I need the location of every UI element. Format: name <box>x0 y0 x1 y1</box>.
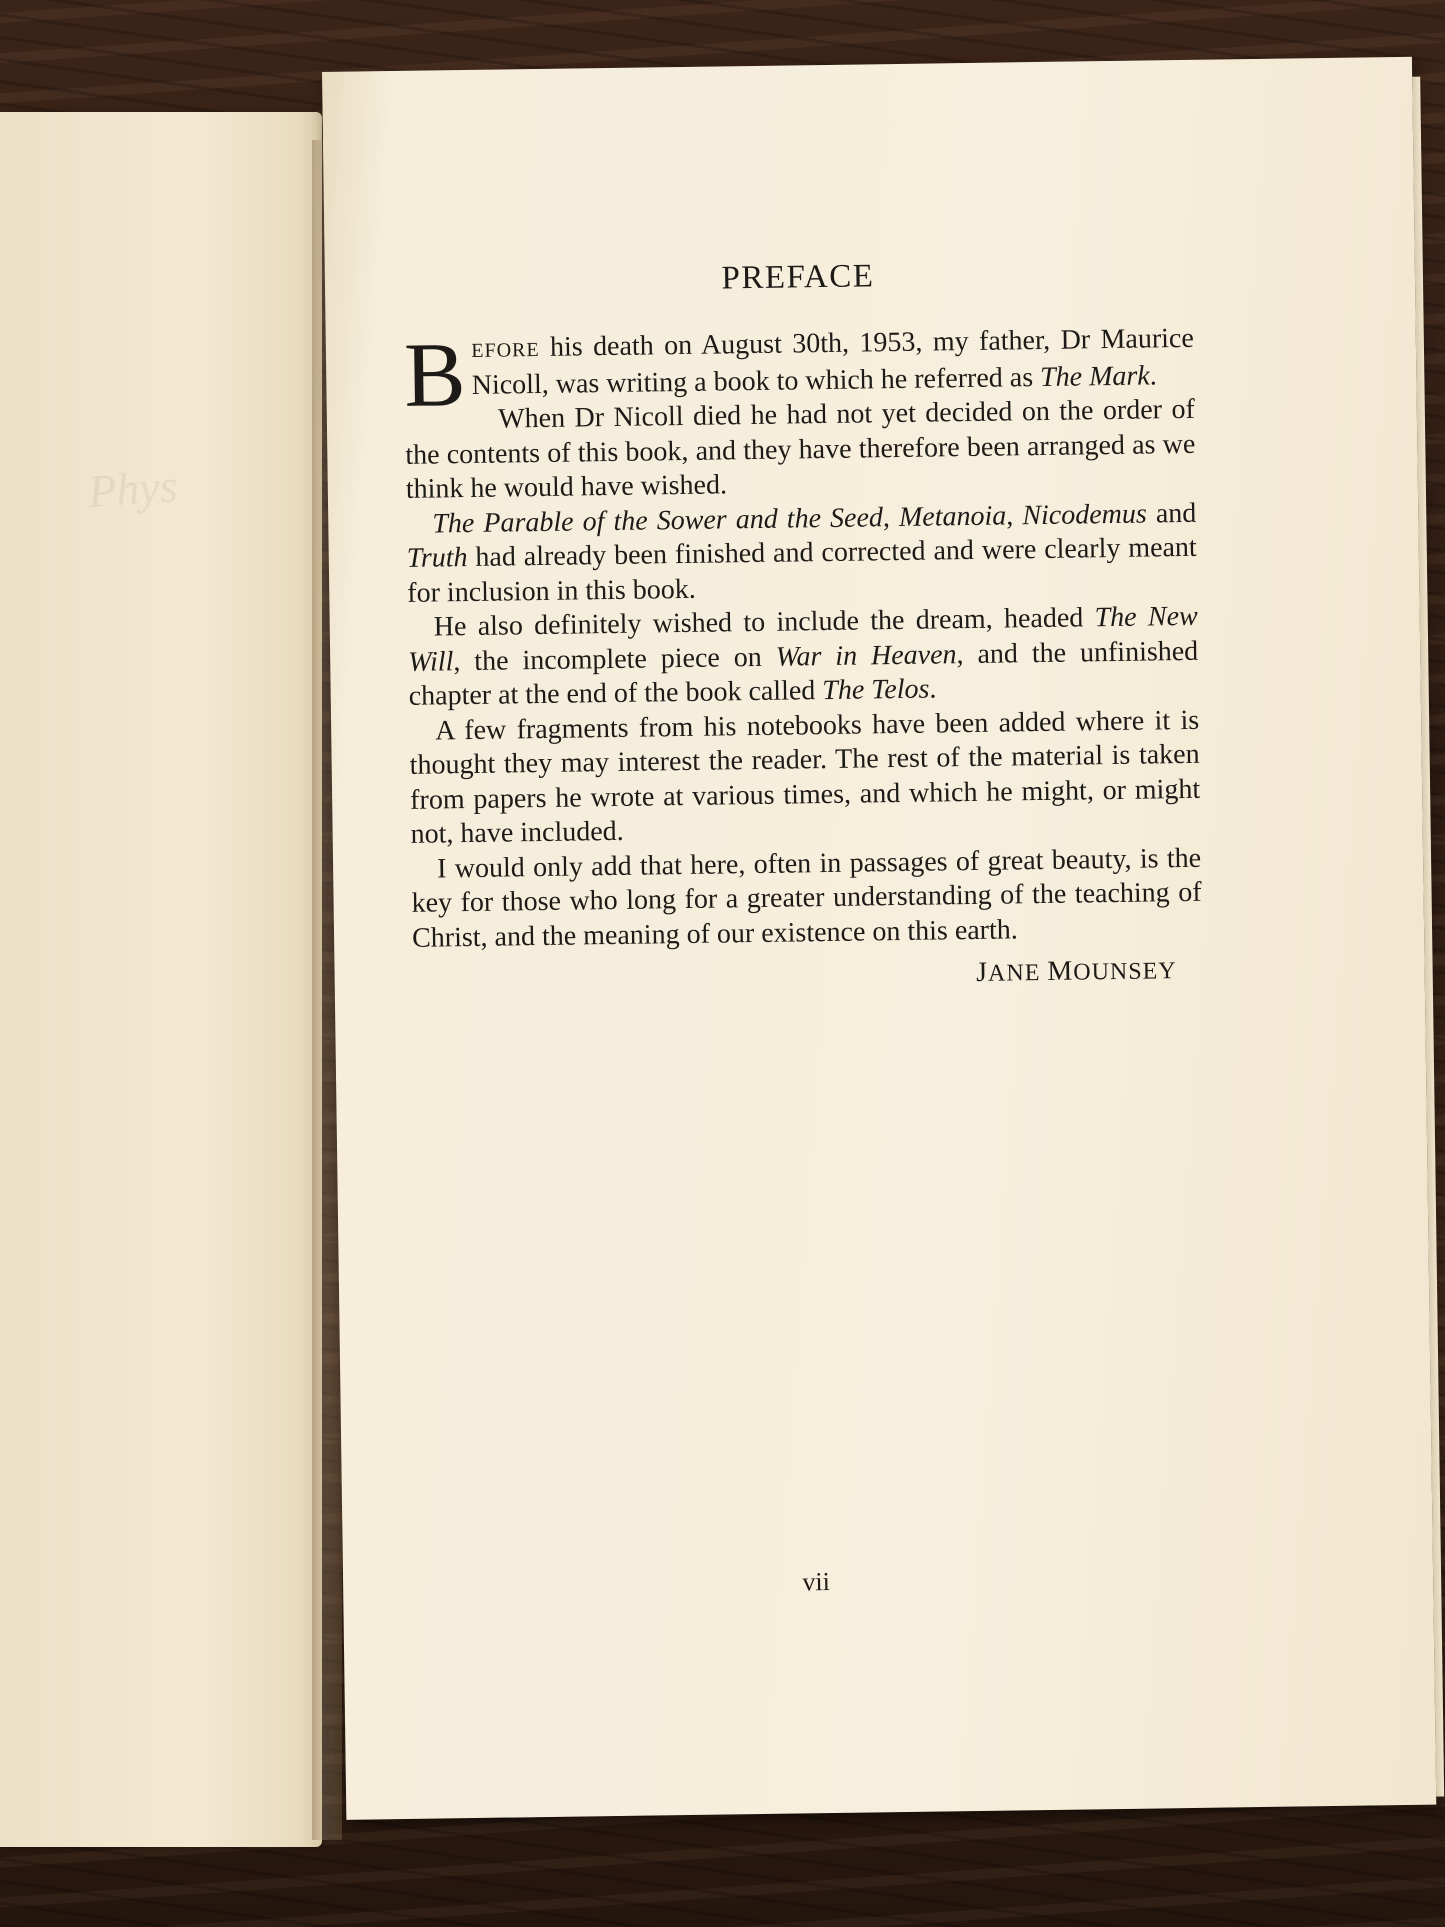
paragraph-6: I would only add that here, often in passages of great beauty, is the key for those who long for a greater understanding of the teaching of Christ, and the meaning of our existence on this earth. <box>411 842 1202 954</box>
left-page <box>0 112 322 1847</box>
author-signature: JANE MOUNSEY <box>975 955 1177 988</box>
show-through-text: Phys <box>86 459 180 518</box>
title-nicodemus: Nicodemus <box>1022 498 1147 531</box>
title-war-in-heaven: War in Heaven <box>775 638 957 673</box>
drop-cap: B <box>403 323 467 426</box>
page-title: PREFACE <box>721 258 875 297</box>
title-truth: Truth <box>406 542 468 574</box>
paragraph-1: BEFORE his death on August 30th, 1953, my father, Dr Maurice Nicoll, was writing a book to which he referred as The Mark. <box>403 322 1195 426</box>
page-number: vii <box>802 1567 831 1597</box>
title-new-will: The New Will <box>408 600 1198 678</box>
preface-body <box>404 322 1203 999</box>
paragraph-3: The Parable of the Sower and the Seed, Metanoia, Nicodemus and Truth had already been finished and corrected and were clearly meant for inclusion in this book. <box>406 497 1197 609</box>
paragraph-2: When Dr Nicoll died he had not yet decided on the order of the contents of this book, and they have therefore been arranged as we think he would have wished. <box>405 393 1196 505</box>
book-title-the-mark: The Mark <box>1039 359 1150 393</box>
right-page <box>322 57 1436 1820</box>
small-caps-opening: EFORE <box>471 338 540 362</box>
paragraph-1-text: his death on August 30th, 1953, my father, Dr Maurice Nicoll, was writing a book to which he referred as <box>471 322 1195 401</box>
paragraph-4: He also definitely wished to include the dream, headed The New Will, the incomplete piece on War in Heaven, and the unfinished chapter at the end of the book called The Telos. <box>408 600 1199 712</box>
paragraph-5: A few fragments from his notebooks have been added where it is thought they may interest the reader. The rest of the material is taken from papers he wrote at various times, and which he might, or might not, have included. <box>409 704 1201 850</box>
title-the-telos: The Telos <box>822 673 930 707</box>
title-parable: The Parable of the Sower and the Seed <box>432 501 884 540</box>
title-metanoia: Metanoia <box>898 499 1007 533</box>
